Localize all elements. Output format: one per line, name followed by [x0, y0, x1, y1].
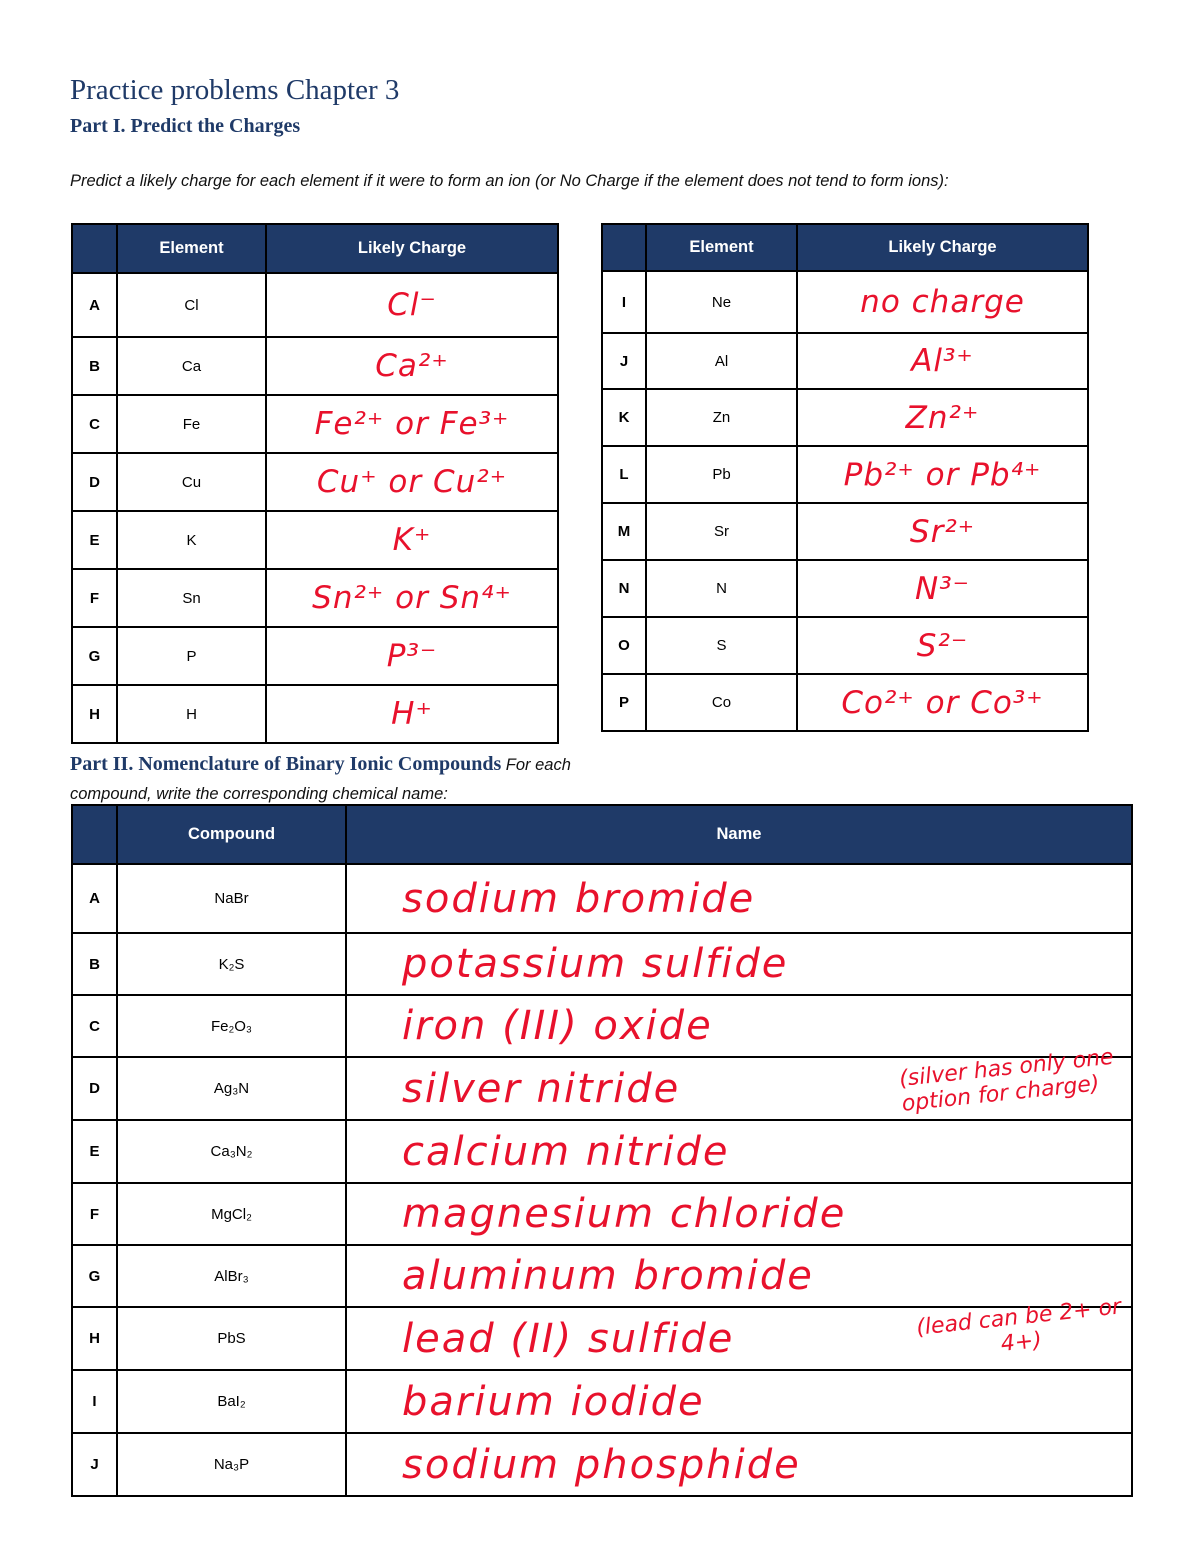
- element-cell: Co: [646, 674, 797, 731]
- handwritten-charge: N³⁻: [797, 560, 1088, 617]
- table-row: [602, 674, 1088, 731]
- row-letter: N: [602, 560, 646, 617]
- header-corner: [72, 805, 117, 864]
- handwritten-name: lead (II) sulfide: [346, 1307, 1132, 1370]
- table-row: [72, 995, 1132, 1057]
- row-letter: J: [602, 333, 646, 389]
- table-row: [72, 337, 558, 395]
- element-column-header: Element: [117, 224, 266, 273]
- handwritten-charge: Sn²⁺ or Sn⁴⁺: [266, 569, 558, 627]
- handwritten-note-silver: (silver has only one option for charge): [898, 1044, 1115, 1117]
- handwritten-name: sodium bromide: [346, 864, 1132, 933]
- row-letter: E: [72, 511, 117, 569]
- handwritten-charge: Co²⁺ or Co³⁺: [797, 674, 1088, 731]
- element-cell: Fe: [117, 395, 266, 453]
- nomenclature-table: [71, 804, 1133, 1497]
- row-letter: F: [72, 569, 117, 627]
- handwritten-name: aluminum bromide: [346, 1245, 1132, 1307]
- element-cell: S: [646, 617, 797, 674]
- element-cell: Cu: [117, 453, 266, 511]
- compound-cell: NaBr: [117, 864, 346, 933]
- row-letter: F: [72, 1183, 117, 1245]
- charge-column-header: Likely Charge: [797, 224, 1088, 271]
- handwritten-name: calcium nitride: [346, 1120, 1132, 1183]
- handwritten-charge: Cu⁺ or Cu²⁺: [266, 453, 558, 511]
- table-row: [602, 389, 1088, 446]
- handwritten-charge: Ca²⁺: [266, 337, 558, 395]
- handwritten-charge: Sr²⁺: [797, 503, 1088, 560]
- name-column-header: Name: [346, 805, 1132, 864]
- handwritten-name: magnesium chloride: [346, 1183, 1132, 1245]
- handwritten-charge: Zn²⁺: [797, 389, 1088, 446]
- table-row: [602, 560, 1088, 617]
- page-title: Practice problems Chapter 3: [70, 74, 400, 106]
- handwritten-charge: S²⁻: [797, 617, 1088, 674]
- handwritten-charge: P³⁻: [266, 627, 558, 685]
- row-letter: B: [72, 337, 117, 395]
- compound-cell: Ca₃N₂: [117, 1120, 346, 1183]
- handwritten-charge: Al³⁺: [797, 333, 1088, 389]
- table-row: [72, 1433, 1132, 1496]
- header-corner: [602, 224, 646, 271]
- table-row: [72, 1183, 1132, 1245]
- element-cell: Ne: [646, 271, 797, 333]
- row-letter: H: [72, 1307, 117, 1370]
- element-cell: Sr: [646, 503, 797, 560]
- row-letter: J: [72, 1433, 117, 1496]
- handwritten-charge: Pb²⁺ or Pb⁴⁺: [797, 446, 1088, 503]
- row-letter: C: [72, 395, 117, 453]
- row-letter: E: [72, 1120, 117, 1183]
- part1-heading: Part I. Predict the Charges: [70, 115, 301, 137]
- table-row: [72, 933, 1132, 995]
- part1-instructions: Predict a likely charge for each element if it were to form an ion (or No Charge if the element does not tend to form ions):: [70, 172, 949, 190]
- element-cell: N: [646, 560, 797, 617]
- handwritten-charge: no charge: [797, 271, 1088, 333]
- row-letter: O: [602, 617, 646, 674]
- row-letter: P: [602, 674, 646, 731]
- table-row: [602, 271, 1088, 333]
- row-letter: H: [72, 685, 117, 743]
- element-cell: Pb: [646, 446, 797, 503]
- row-letter: G: [72, 1245, 117, 1307]
- compound-cell: K₂S: [117, 933, 346, 995]
- compound-cell: PbS: [117, 1307, 346, 1370]
- compound-cell: BaI₂: [117, 1370, 346, 1433]
- handwritten-name: potassium sulfide: [346, 933, 1132, 995]
- table-row: [72, 511, 558, 569]
- charges-table-right: [601, 223, 1089, 732]
- table-row: [72, 453, 558, 511]
- compound-cell: AlBr₃: [117, 1245, 346, 1307]
- handwritten-charge: Cl⁻: [266, 273, 558, 337]
- row-letter: M: [602, 503, 646, 560]
- table-row: [72, 1370, 1132, 1433]
- table-row: [72, 395, 558, 453]
- row-letter: B: [72, 933, 117, 995]
- table-row: [72, 273, 558, 337]
- row-letter: C: [72, 995, 117, 1057]
- element-cell: Ca: [117, 337, 266, 395]
- part2-heading: Part II. Nomenclature of Binary Ionic Compounds: [70, 753, 502, 775]
- handwritten-charge: K⁺: [266, 511, 558, 569]
- handwritten-name: sodium phosphide: [346, 1433, 1132, 1496]
- handwritten-name: iron (III) oxide: [346, 995, 1132, 1057]
- header-corner: [72, 224, 117, 273]
- element-cell: Zn: [646, 389, 797, 446]
- row-letter: L: [602, 446, 646, 503]
- row-letter: A: [72, 864, 117, 933]
- table-row: [72, 1245, 1132, 1307]
- row-letter: I: [602, 271, 646, 333]
- table-row: [602, 446, 1088, 503]
- element-cell: K: [117, 511, 266, 569]
- part2-instructions: For each compound, write the corresponding chemical name:: [70, 756, 571, 803]
- table-row: [72, 864, 1132, 933]
- element-cell: Sn: [117, 569, 266, 627]
- handwritten-name: barium iodide: [346, 1370, 1132, 1433]
- table-row: [602, 333, 1088, 389]
- element-cell: Cl: [117, 273, 266, 337]
- table-row: [72, 685, 558, 743]
- element-cell: P: [117, 627, 266, 685]
- charge-column-header: Likely Charge: [266, 224, 558, 273]
- handwritten-charge: H⁺: [266, 685, 558, 743]
- compound-cell: MgCl₂: [117, 1183, 346, 1245]
- handwritten-name: silver nitride: [346, 1057, 1132, 1120]
- element-column-header: Element: [646, 224, 797, 271]
- row-letter: I: [72, 1370, 117, 1433]
- row-letter: D: [72, 1057, 117, 1120]
- row-letter: G: [72, 627, 117, 685]
- part2-heading-block: [70, 750, 630, 809]
- charges-table-left: [71, 223, 559, 744]
- row-letter: A: [72, 273, 117, 337]
- row-letter: D: [72, 453, 117, 511]
- compound-cell: Na₃P: [117, 1433, 346, 1496]
- table-row: [72, 627, 558, 685]
- table-row: [602, 503, 1088, 560]
- element-cell: H: [117, 685, 266, 743]
- compound-column-header: Compound: [117, 805, 346, 864]
- handwritten-note-lead: (lead can be 2+ or 4+): [915, 1294, 1123, 1358]
- handwritten-charge: Fe²⁺ or Fe³⁺: [266, 395, 558, 453]
- table-row: [602, 617, 1088, 674]
- table-row: [72, 1120, 1132, 1183]
- row-letter: K: [602, 389, 646, 446]
- table-row: [72, 569, 558, 627]
- compound-cell: Fe₂O₃: [117, 995, 346, 1057]
- compound-cell: Ag₃N: [117, 1057, 346, 1120]
- element-cell: Al: [646, 333, 797, 389]
